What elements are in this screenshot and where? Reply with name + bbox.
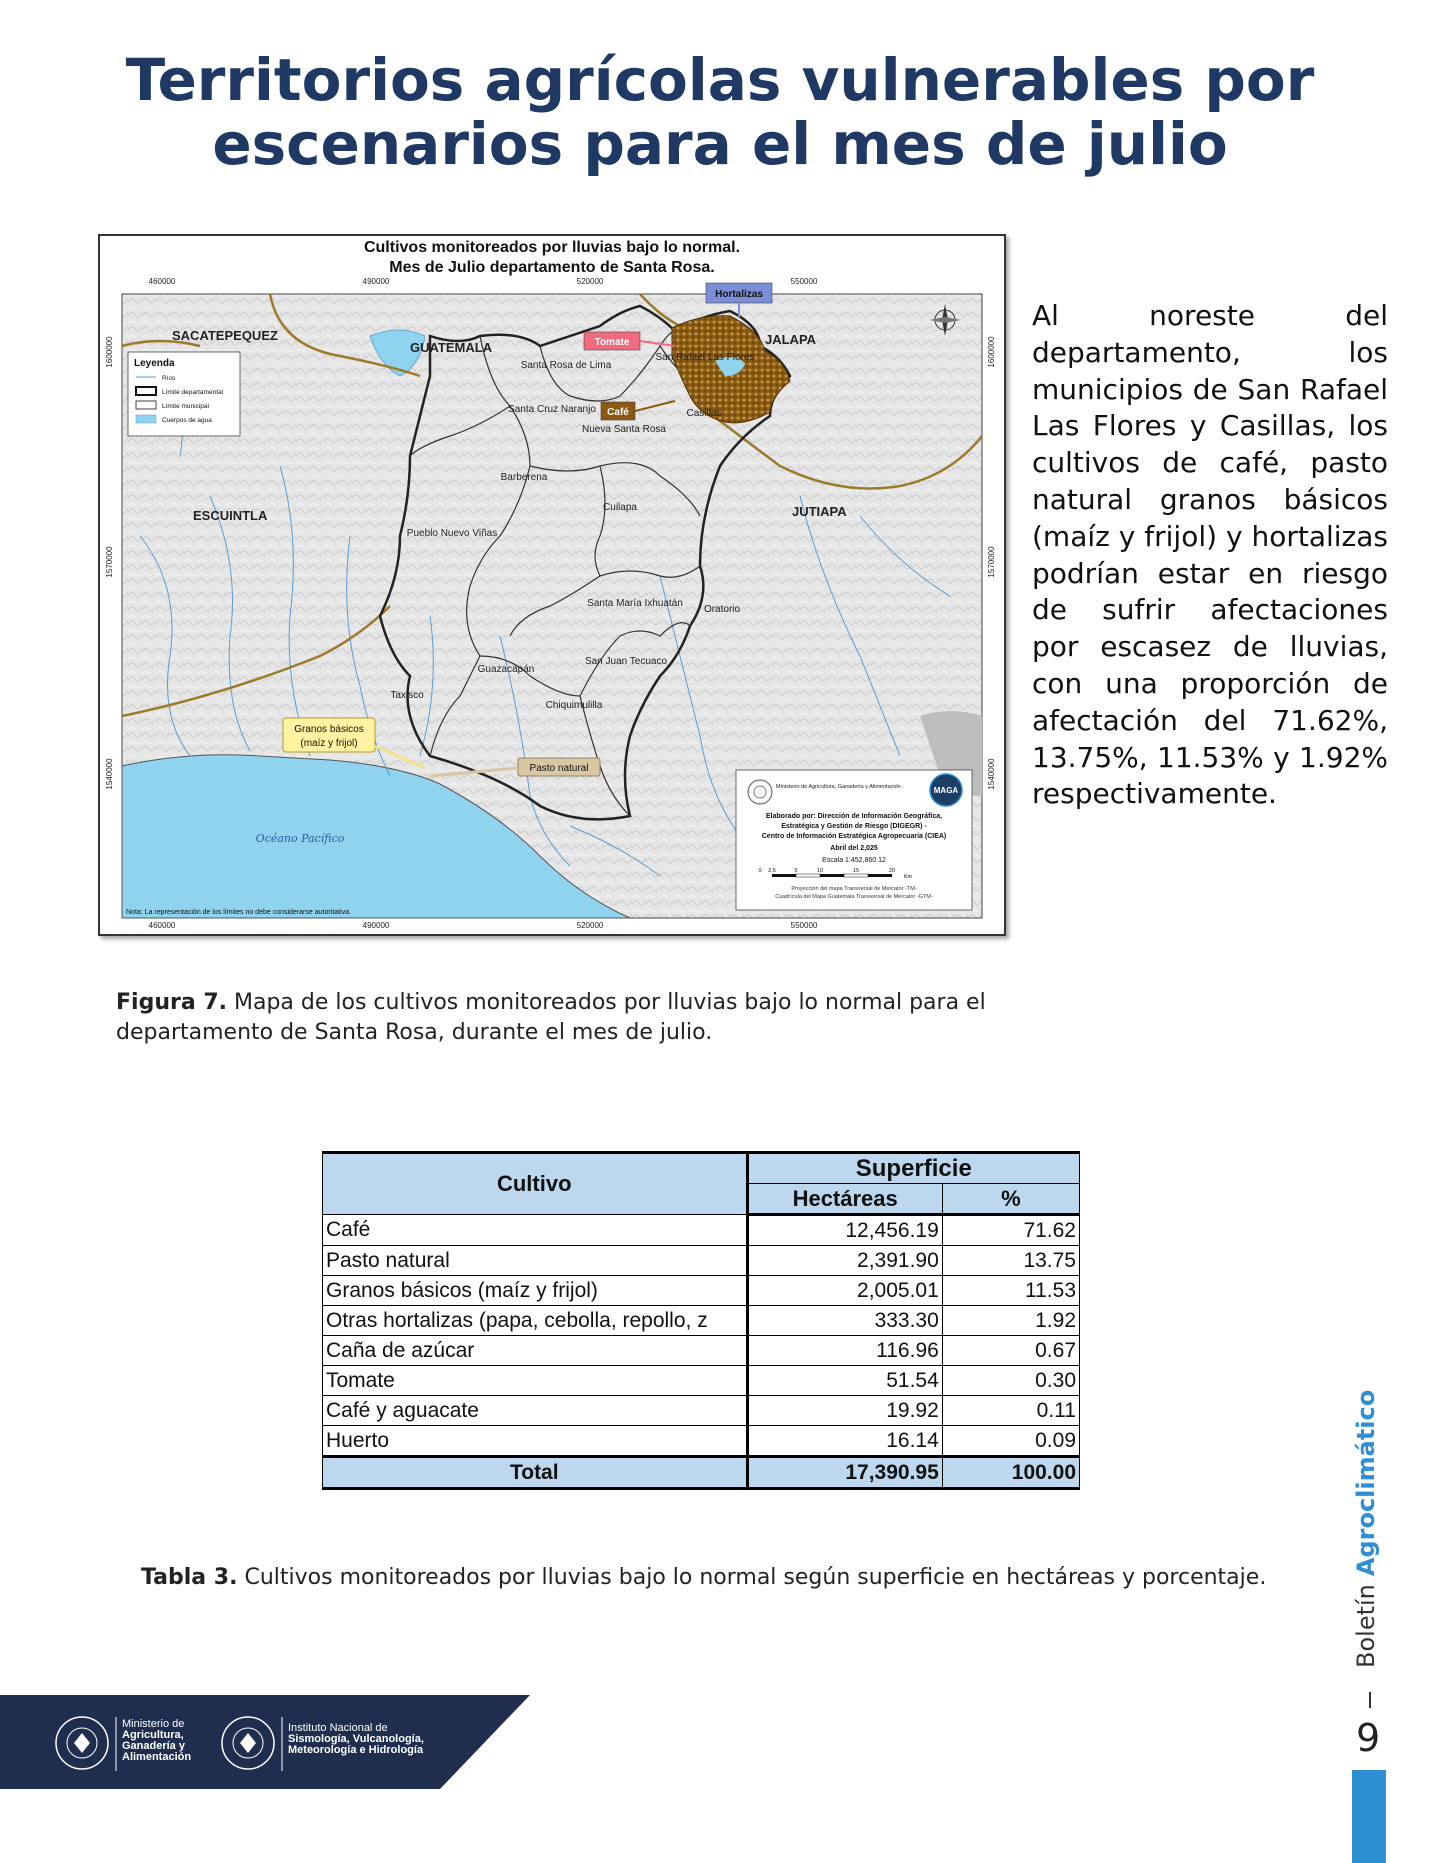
crop-label-granos — [283, 718, 375, 752]
cell-cultivo: Pasto natural — [323, 1246, 748, 1276]
dept-label-escuintla: ESCUINTLA — [193, 508, 268, 523]
map-legend — [128, 352, 240, 436]
total-hectareas: 17,390.95 — [747, 1457, 942, 1489]
insivumeh-text-line-1: Instituto Nacional de — [288, 1722, 388, 1734]
table-caption-text: Cultivos monitoreados por lluvias bajo lo normal según superficie en hectáreas y porcentaje. — [237, 1565, 1267, 1590]
cell-hectareas: 51.54 — [747, 1366, 942, 1396]
y-tick-left-0: 1600000 — [105, 336, 114, 368]
muni-label-pueblo-nuevo-vinas: Pueblo Nuevo Viñas — [406, 528, 498, 539]
muni-label-nueva-santa-rosa: Nueva Santa Rosa — [582, 424, 666, 435]
table-row — [323, 1215, 1080, 1246]
muni-label-chiquimulilla: Chiquimulilla — [545, 700, 603, 711]
y-tick-right-1: 1570000 — [987, 546, 996, 578]
credits-scale: Escala 1:452,860.12 — [822, 857, 886, 864]
x-tick-bottom-3: 550000 — [790, 921, 818, 930]
insivumeh-text-line-2: Sismología, Vulcanología, — [288, 1733, 424, 1745]
total-label: Total — [323, 1457, 748, 1489]
dept-label-jalapa: JALAPA — [765, 332, 817, 347]
header-cultivo: Cultivo — [323, 1153, 748, 1215]
muni-label-cuilapa: Cuilapa — [603, 502, 637, 513]
insivumeh-text — [288, 1723, 424, 1756]
y-tick-left-1: 1570000 — [105, 546, 114, 578]
page-title-line-1: Territorios agrícolas vulnerables por — [125, 46, 1315, 114]
figure-caption-text: Mapa de los cultivos monitoreados por lluvias bajo lo normal para el departamento de Santa Rosa, durante el mes de julio. — [116, 990, 986, 1045]
muni-label-oratorio: Oratorio — [703, 604, 741, 615]
crops-table — [322, 1151, 1080, 1490]
legend-item-limite-departamental: Límite departamental — [162, 389, 224, 396]
boletin-name: Agroclimático — [1352, 1389, 1380, 1577]
muni-label-santa-rosa-de-lima: Santa Rosa de Lima — [520, 360, 612, 371]
cell-cultivo: Otras hortalizas (papa, cebolla, repollo, z — [323, 1306, 748, 1336]
credits-org: MAGA — [933, 786, 959, 795]
total-pct: 100.00 — [942, 1457, 1079, 1489]
table-total-row — [323, 1457, 1080, 1489]
tomate-label: Tomate — [594, 337, 630, 348]
scale-unit: Km — [903, 874, 913, 880]
table-row — [323, 1396, 1080, 1426]
cell-pct: 0.11 — [942, 1396, 1079, 1426]
dept-label-sacatepequez: SACATEPEQUEZ — [172, 328, 278, 343]
legend-item-rios: Ríos — [162, 375, 176, 382]
crop-label-tomate — [584, 332, 640, 350]
dept-label-guatemala: GUATEMALA — [410, 340, 493, 355]
pasto-label: Pasto natural — [529, 763, 589, 774]
page-title-line-2: escenarios para el mes de julio — [212, 110, 1228, 178]
maga-text-line-3: Ganadería y — [122, 1740, 185, 1752]
cell-cultivo: Café y aguacate — [323, 1396, 748, 1426]
cell-pct: 0.30 — [942, 1366, 1079, 1396]
cell-hectareas: 333.30 — [747, 1306, 942, 1336]
legend-item-cuerpos-de-agua: Cuerpos de agua — [162, 417, 212, 424]
y-tick-right-0: 1600000 — [987, 336, 996, 368]
x-tick-top-3: 550000 — [790, 277, 818, 286]
cell-cultivo: Huerto — [323, 1426, 748, 1457]
credits-line-3: Centro de Información Estratégica Agropecuaria (CIEA) — [761, 833, 947, 840]
page-title — [0, 48, 1440, 176]
cafe-label: Café — [607, 407, 629, 418]
map-image — [100, 236, 1004, 934]
cell-hectareas: 16.14 — [747, 1426, 942, 1457]
hortalizas-label: Hortalizas — [715, 289, 763, 300]
table-caption-label: Tabla 3. — [141, 1565, 238, 1590]
cell-pct: 13.75 — [942, 1246, 1079, 1276]
cell-pct: 1.92 — [942, 1306, 1079, 1336]
insivumeh-text-line-3: Meteorología e Hidrología — [288, 1744, 424, 1756]
muni-label-san-juan-tecuaco: San Juan Tecuaco — [584, 656, 668, 667]
maga-text-line-1: Ministerio de — [122, 1718, 185, 1730]
table-row — [323, 1276, 1080, 1306]
side-paragraph: Al noreste del departamento, los municipios de San Rafael Las Flores y Casillas, los cultivos de café, pasto natural granos básicos (maíz y frijol) y hortalizas podrían estar en riesgo de sufrir afectaciones por escasez de lluvias, con una proporción de afectación del 71.62%, 13.75%, 11.53% y 1.92% respectivamente. — [1032, 299, 1388, 811]
cell-cultivo: Tomate — [323, 1366, 748, 1396]
y-tick-left-2: 1540000 — [105, 758, 114, 790]
figure-caption-label: Figura 7. — [116, 990, 227, 1015]
boletin-prefix: Boletín — [1352, 1584, 1380, 1668]
svg-text:BoletínAgroclimático — [1352, 1390, 1380, 1668]
crop-label-cafe — [601, 402, 635, 420]
muni-label-casillas: Casillas — [686, 408, 722, 419]
table-row — [323, 1336, 1080, 1366]
cell-hectareas: 2,005.01 — [747, 1276, 942, 1306]
x-tick-top-2: 520000 — [576, 277, 604, 286]
cell-cultivo: Granos básicos (maíz y frijol) — [323, 1276, 748, 1306]
map-title-line-1: Cultivos monitoreados por lluvias bajo lo normal. — [363, 239, 741, 256]
figure-caption — [116, 988, 1036, 1048]
header-superficie: Superficie — [747, 1153, 1079, 1184]
page-number: 9 — [1356, 1716, 1381, 1760]
map-figure — [98, 234, 1006, 936]
muni-label-barberena: Barberena — [500, 472, 548, 483]
cell-hectareas: 2,391.90 — [747, 1246, 942, 1276]
scale-tick-5: 20 — [888, 868, 896, 874]
map-title-line-2: Mes de Julio departamento de Santa Rosa. — [389, 259, 715, 276]
x-tick-top-0: 460000 — [148, 277, 176, 286]
x-tick-bottom-0: 460000 — [148, 921, 176, 930]
table-row — [323, 1426, 1080, 1457]
credits-proj-2: Cuadrícula del Mapa Guatemala Transversal de Mercator -GTM- — [775, 894, 933, 900]
cell-hectareas: 116.96 — [747, 1336, 942, 1366]
boletin-vertical-label — [1346, 1344, 1386, 1674]
cell-cultivo: Café — [323, 1215, 748, 1246]
muni-label-san-rafael: San Rafael Las Flores — [655, 352, 755, 363]
credits-ministry: Ministerio de Agricultura, Ganadería y Alimentación — [776, 784, 901, 790]
muni-label-taxisco: Taxisco — [390, 690, 424, 701]
header-hectareas: Hectáreas — [747, 1184, 942, 1215]
cell-pct: 0.09 — [942, 1426, 1079, 1457]
footer-band — [0, 1695, 530, 1789]
maga-text-line-2: Agricultura, — [122, 1729, 184, 1741]
map-credits-box — [736, 770, 972, 910]
y-tick-right-2: 1540000 — [987, 758, 996, 790]
muni-label-guazacapan: Guazacapán — [477, 664, 535, 675]
cell-hectareas: 12,456.19 — [747, 1215, 942, 1246]
table-caption — [141, 1563, 1301, 1593]
credits-date: Abril del 2,025 — [830, 845, 878, 852]
granos-label-1: Granos básicos — [294, 724, 364, 735]
table-row — [323, 1366, 1080, 1396]
dept-label-jutiapa: JUTIAPA — [792, 504, 847, 519]
cell-pct: 11.53 — [942, 1276, 1079, 1306]
table-row — [323, 1246, 1080, 1276]
header-pct: % — [942, 1184, 1079, 1215]
crop-label-pasto — [518, 758, 600, 776]
credits-line-2: Estratégica y Gestión de Riesgo (DIGEGR) - — [781, 823, 927, 830]
page-number-divider — [1369, 1692, 1371, 1708]
scale-tick-2: 5 — [794, 868, 798, 874]
legend-title: Leyenda — [134, 358, 175, 369]
legend-item-limite-municipal: Límite municipal — [162, 403, 209, 410]
ocean-label: Océano Pacífico — [255, 832, 345, 845]
cell-pct: 0.67 — [942, 1336, 1079, 1366]
map-note: Nota: La representación de los límites no debe considerarse autoritativa. — [126, 909, 351, 916]
page-accent-bar — [1352, 1770, 1386, 1863]
maga-text-line-4: Alimentación — [122, 1751, 192, 1763]
credits-line-1: Elaborado por: Dirección de Información Geográfica, — [765, 813, 943, 820]
x-tick-bottom-2: 520000 — [576, 921, 604, 930]
x-tick-top-1: 490000 — [362, 277, 390, 286]
credits-proj-1: Proyección del mapa Transversal de Mercator -TM- — [791, 886, 917, 892]
granos-label-2: (maíz y frijol) — [300, 738, 358, 749]
table-row — [323, 1306, 1080, 1336]
maga-text — [122, 1719, 191, 1763]
scale-tick-3: 10 — [816, 868, 824, 874]
scale-tick-0: 0 — [758, 868, 762, 874]
crop-label-hortalizas — [706, 283, 772, 303]
cell-hectareas: 19.92 — [747, 1396, 942, 1426]
scale-tick-4: 15 — [852, 868, 860, 874]
cell-pct: 71.62 — [942, 1215, 1079, 1246]
muni-label-santa-maria-ixhuatan: Santa María Ixhuatán — [587, 598, 683, 609]
guatemala-seal-icon — [748, 780, 772, 804]
x-tick-bottom-1: 490000 — [362, 921, 390, 930]
cell-cultivo: Caña de azúcar — [323, 1336, 748, 1366]
muni-label-santa-cruz-naranjo: Santa Cruz Naranjo — [508, 404, 596, 415]
scale-tick-1: 2.5 — [768, 868, 776, 874]
